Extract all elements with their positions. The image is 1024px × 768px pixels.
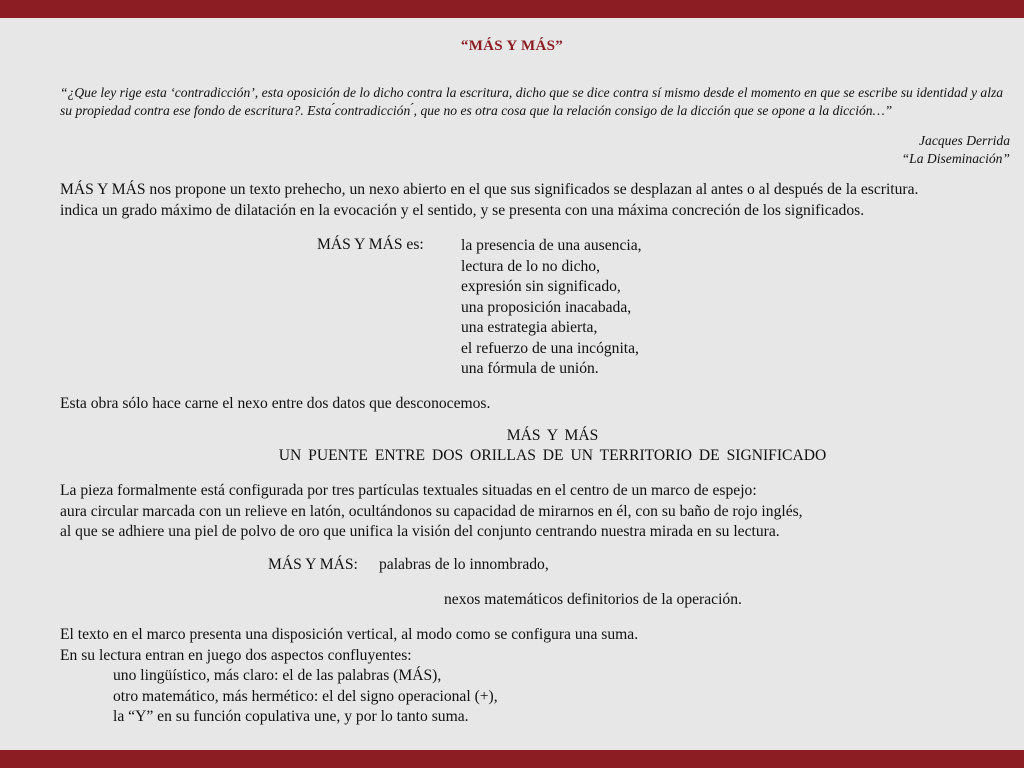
paragraph-pieza — [60, 481, 803, 543]
es-block-list — [461, 236, 642, 380]
paragraph-line: La pieza formalmente está configurada por tres partículas textuales situadas en el centro de un marco de espejo: — [60, 482, 757, 499]
paragraph-line: MÁS Y MÁS nos propone un texto prehecho, un nexo abierto en el que sus significados se desplazan al antes o al después de la escritura. — [60, 181, 919, 198]
paragraph-line: aura circular marcada con un relieve en latón, ocultándonos su capacidad de mirarnos en él, con su baño de rojo inglés, — [60, 502, 803, 520]
paragraph-line: indica un grado máximo de dilatación en la evocación y el sentido, y se presenta con una máxima concreción de los significados. — [60, 201, 865, 219]
bottom-accent-bar — [0, 750, 1024, 768]
epigraph-quote: “¿Que ley rige esta ‘contradicción’, esta oposición de lo dicho contra la escritura, dicho que se dice contra sí mismo desde el momento en que se escribe su identidad y alza su propiedad contra ese fondo de escritura?. Esta ́contradicción ́, que no es otra cosa que la relación consigo de la dicción que se opone a la dicción…” — [60, 85, 1004, 118]
author-name: Jacques Derrida — [919, 133, 1010, 148]
indented-line: la “Y” en su función copulativa une, y por lo tanto suma. — [113, 708, 469, 725]
paragraph-intro — [60, 180, 918, 221]
list-item: una proposición inacabada, — [461, 298, 632, 316]
center-heading — [0, 426, 1024, 466]
list-item: el refuerzo de una incógnita, — [461, 339, 639, 357]
mas-block-value2: nexos matemáticos definitorios de la operación. — [444, 591, 742, 608]
quote-attribution — [902, 132, 1010, 168]
mas-block-label: MÁS Y MÁS: — [268, 556, 358, 573]
paragraph-line: El texto en el marco presenta una disposición vertical, al modo como se configura una suma. — [60, 626, 639, 643]
indented-line: otro matemático, más hermético: el del signo operacional (+), — [113, 687, 498, 705]
list-item: lectura de lo no dicho, — [461, 257, 600, 275]
top-accent-bar — [0, 0, 1024, 18]
mas-block-value1: palabras de lo innombrado, — [379, 556, 549, 573]
page-title: “MÁS Y MÁS” — [460, 38, 564, 54]
author-work: “La Diseminación” — [901, 151, 1010, 166]
paragraph-line: En su lectura entran en juego dos aspectos confluyentes: — [60, 646, 412, 664]
list-item: una estrategia abierta, — [461, 319, 598, 336]
list-item: la presencia de una ausencia, — [461, 237, 642, 254]
paragraph-marco — [60, 625, 638, 728]
es-block-label: MÁS Y MÁS es: — [317, 236, 424, 253]
list-item: una fórmula de unión. — [461, 360, 599, 377]
paragraph-nexo: Esta obra sólo hace carne el nexo entre dos datos que desconocemos. — [60, 395, 491, 412]
indented-line: uno lingüístico, más claro: el de las palabras (MÁS), — [113, 667, 442, 684]
list-item: expresión sin significado, — [461, 278, 621, 295]
center-heading-line1: MÁS Y MÁS — [506, 427, 599, 444]
center-heading-line2: UN PUENTE ENTRE DOS ORILLAS DE UN TERRITORIO DE SIGNIFICADO — [278, 447, 827, 464]
paragraph-line: al que se adhiere una piel de polvo de oro que unifica la visión del conjunto centrando nuestra mirada en su lectura. — [60, 523, 780, 540]
